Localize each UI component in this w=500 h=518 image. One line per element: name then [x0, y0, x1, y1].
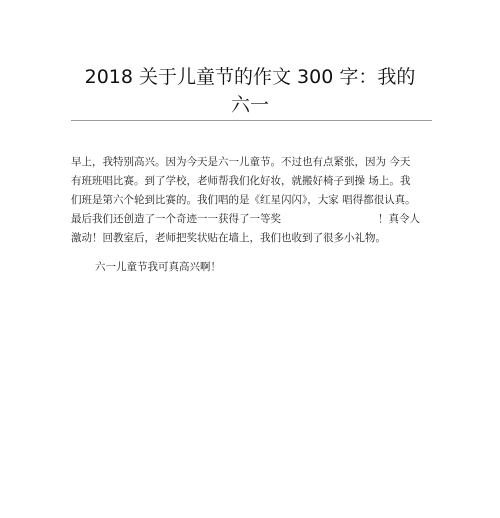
paragraph-1-line-4-right: ！真令人 [378, 213, 420, 225]
paragraph-2: 六一儿童节我可真高兴啊！ [95, 261, 221, 273]
document-title-line-1: 2018 关于儿童节的作文 300 字：我的 [84, 66, 416, 88]
document-title-line-2: 六一 [230, 94, 269, 116]
paragraph-1-line-2: 有班班唱比赛。到了学校，老师帮我们化好妆，就搬好椅子到操 场上。我 [71, 175, 411, 187]
paragraph-1-line-3: 们班是第六个轮到比赛的。我们唱的是《红星闪闪》，大家 唱得都很认真。 [71, 194, 416, 206]
paragraph-1-line-1: 早上，我特别高兴。因为今天是六一儿童节。不过也有点紧张，因为 今天 [71, 156, 411, 168]
paragraph-1-line-4-left: 最后我们还创造了一个奇迹一一获得了一等奖 [71, 213, 281, 225]
paragraph-1-line-5: 激动！回教室后，老师把奖状贴在墙上，我们也收到了很多小礼物。 [71, 232, 386, 244]
title-divider [71, 120, 432, 121]
